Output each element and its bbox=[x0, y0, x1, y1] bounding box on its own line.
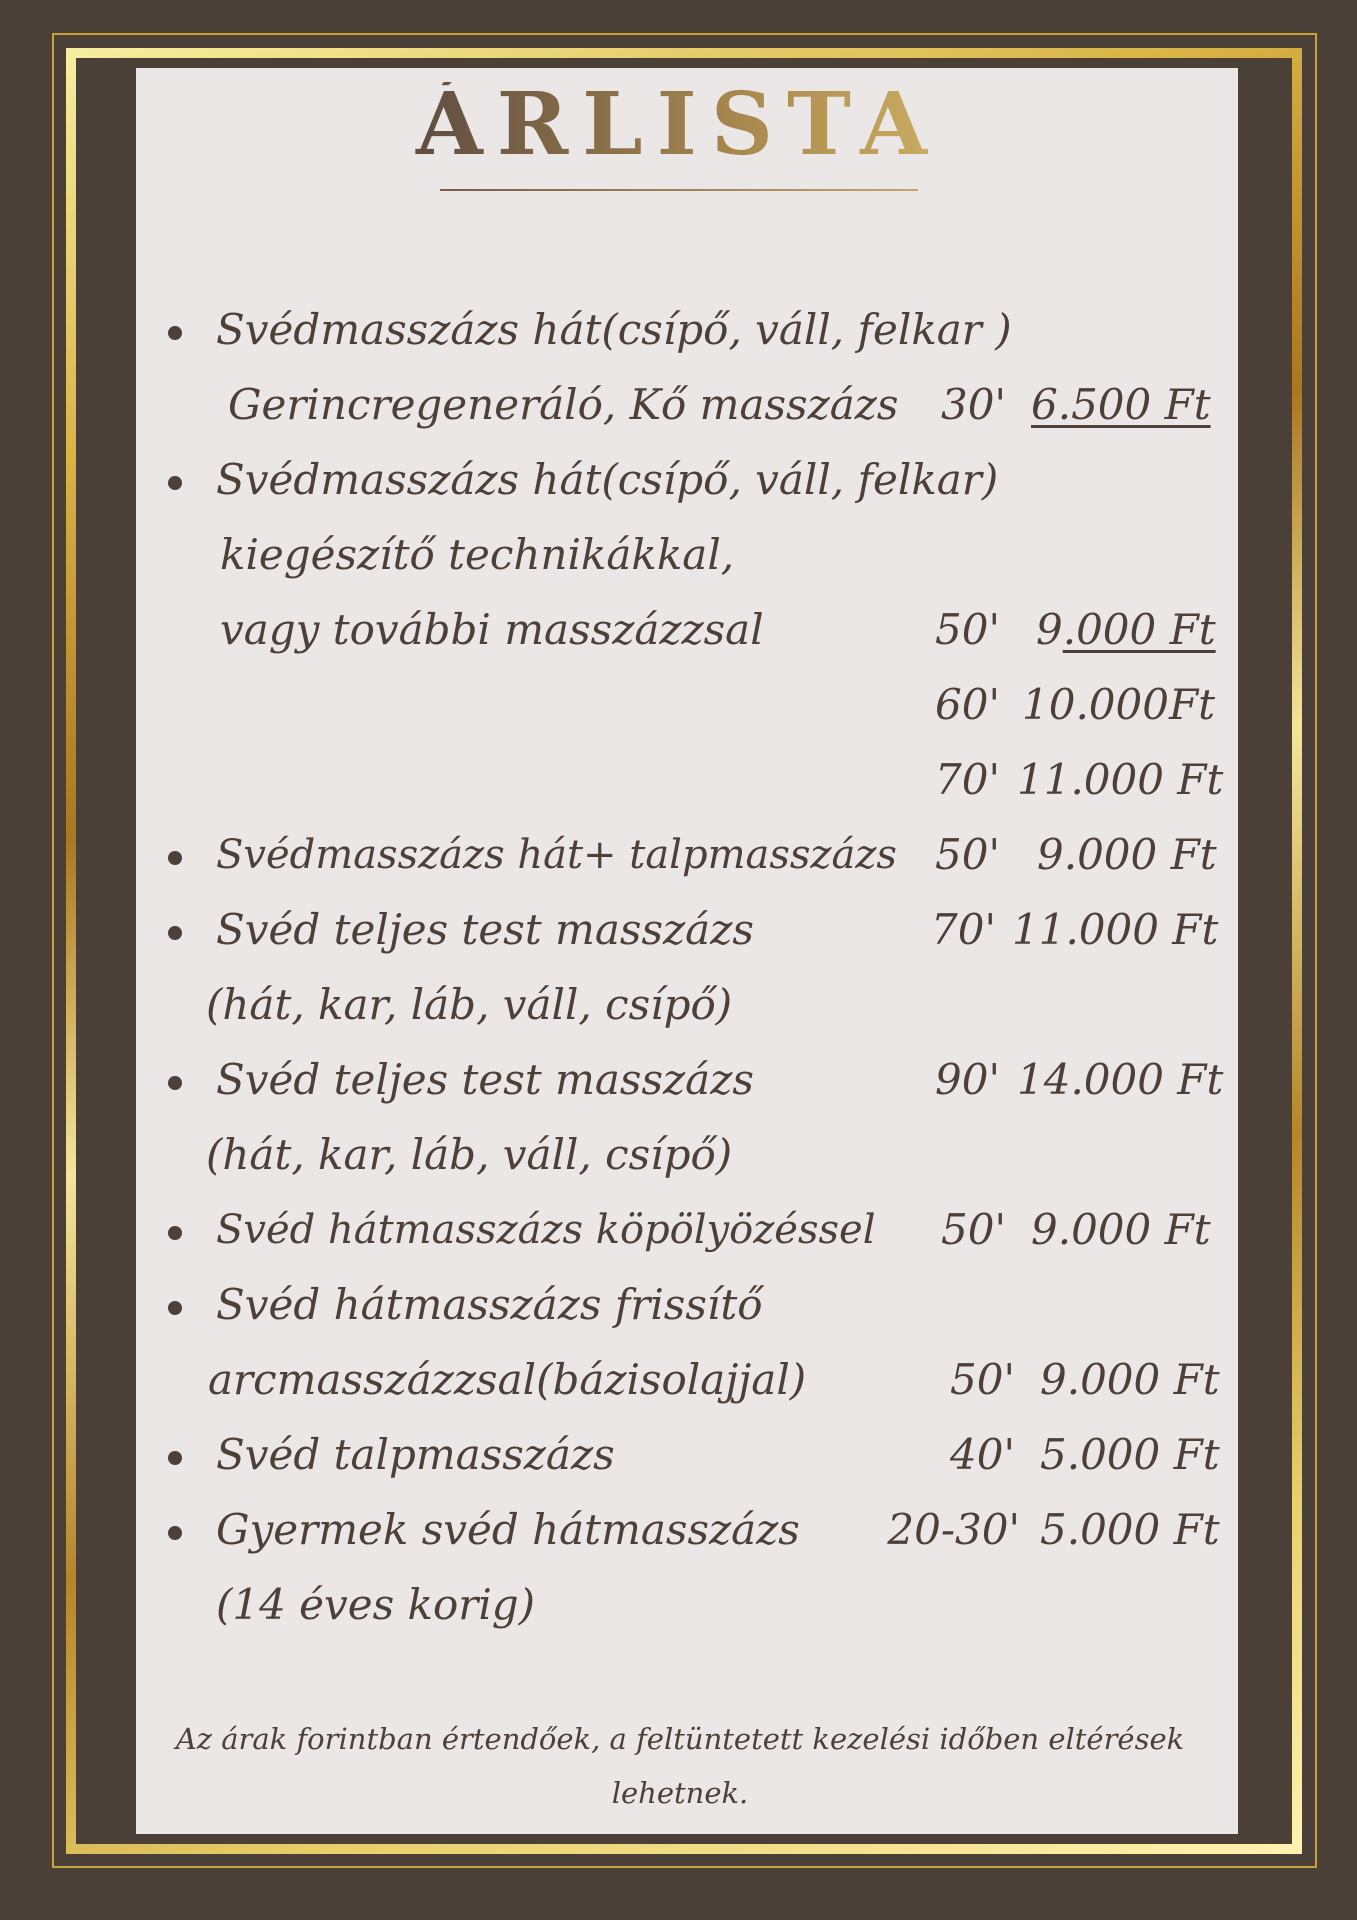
list-item bbox=[0, 1275, 1357, 1335]
item-text: vagy további masszázzsal bbox=[220, 605, 764, 654]
item-duration: 60' bbox=[935, 680, 1000, 729]
list-item bbox=[0, 825, 1357, 885]
item-price: 9.000 Ft bbox=[1037, 830, 1217, 879]
list-item bbox=[0, 1050, 1357, 1110]
item-duration: 50' bbox=[935, 830, 1000, 879]
list-item bbox=[0, 900, 1357, 960]
list-item-continuation bbox=[0, 525, 1357, 585]
item-text: Svéd talpmasszázs bbox=[216, 1430, 615, 1479]
item-text: (hát, kar, láb, váll, csípő) bbox=[206, 980, 733, 1029]
item-price: 9.000 Ft bbox=[1031, 1205, 1211, 1254]
item-duration: 40' bbox=[950, 1430, 1015, 1479]
item-price: 14.000 Ft bbox=[1017, 1055, 1224, 1104]
bullet-icon bbox=[168, 1526, 182, 1540]
item-duration: 50' bbox=[941, 1205, 1006, 1254]
item-duration: 70' bbox=[935, 755, 1000, 804]
list-item-continuation bbox=[0, 375, 1357, 435]
item-price: 5.000 Ft bbox=[1040, 1505, 1220, 1554]
item-price: 10.000Ft bbox=[1022, 680, 1215, 729]
item-price: 11.000 Ft bbox=[1017, 755, 1224, 804]
item-price: 6.500 Ft bbox=[1031, 380, 1211, 429]
bullet-icon bbox=[168, 1451, 182, 1465]
item-text: arcmasszázzsal(bázisolajjal) bbox=[208, 1355, 807, 1404]
item-price: 9.000 Ft bbox=[1036, 605, 1216, 654]
bullet-icon bbox=[168, 926, 182, 940]
page-title: ÁRLISTA bbox=[0, 82, 1357, 168]
item-text: kiegészítő technikákkal, bbox=[220, 530, 735, 579]
footer-line: lehetnek. bbox=[611, 1776, 749, 1810]
footer-line: Az árak forintban értendőek, a feltüntetett kezelési időben eltérések bbox=[175, 1722, 1185, 1756]
list-item bbox=[0, 450, 1357, 510]
item-text: (hát, kar, láb, váll, csípő) bbox=[206, 1130, 733, 1179]
item-duration: 70' bbox=[931, 905, 996, 954]
item-duration: 30' bbox=[941, 380, 1006, 429]
list-item-continuation bbox=[0, 1575, 1357, 1635]
list-item bbox=[0, 300, 1357, 360]
list-item bbox=[0, 1200, 1357, 1260]
item-text: Svéd hátmasszázs frissítő bbox=[216, 1280, 763, 1329]
item-duration: 50' bbox=[935, 605, 1000, 654]
bullet-icon bbox=[168, 1226, 182, 1240]
item-duration: 50' bbox=[950, 1355, 1015, 1404]
item-text: Svéd teljes test masszázs bbox=[216, 1055, 754, 1104]
list-item-continuation bbox=[0, 1125, 1357, 1185]
item-text: (14 éves korig) bbox=[216, 1580, 536, 1629]
item-text: Svéd teljes test masszázs bbox=[216, 905, 754, 954]
item-price: 5.000 Ft bbox=[1040, 1430, 1220, 1479]
bullet-icon bbox=[168, 1076, 182, 1090]
item-text: Gerincregeneráló, Kő masszázs bbox=[228, 380, 899, 429]
item-price: 9.000 Ft bbox=[1040, 1355, 1220, 1404]
item-duration: 90' bbox=[935, 1055, 1000, 1104]
bullet-icon bbox=[168, 476, 182, 490]
list-item-continuation bbox=[0, 600, 1357, 660]
list-item-continuation bbox=[0, 1350, 1357, 1410]
item-text: Svédmasszázs hát+ talpmasszázs bbox=[216, 832, 897, 878]
title-underline bbox=[440, 189, 918, 191]
item-text: Svéd hátmasszázs köpölyözéssel bbox=[216, 1207, 876, 1253]
list-item-continuation bbox=[0, 750, 1357, 810]
list-item-continuation bbox=[0, 675, 1357, 735]
item-text: Svédmasszázs hát(csípő, váll, felkar ) bbox=[216, 305, 1012, 354]
item-price: 11.000 Ft bbox=[1012, 905, 1219, 954]
list-item bbox=[0, 1500, 1357, 1560]
item-text: Svédmasszázs hát(csípő, váll, felkar) bbox=[216, 455, 999, 504]
list-item-continuation bbox=[0, 975, 1357, 1035]
item-text: Gyermek svéd hátmasszázs bbox=[216, 1505, 800, 1554]
list-item bbox=[0, 1425, 1357, 1485]
footer-note bbox=[160, 1712, 1200, 1820]
bullet-icon bbox=[168, 1301, 182, 1315]
item-duration: 20-30' bbox=[887, 1505, 1020, 1554]
bullet-icon bbox=[168, 851, 182, 865]
bullet-icon bbox=[168, 326, 182, 340]
